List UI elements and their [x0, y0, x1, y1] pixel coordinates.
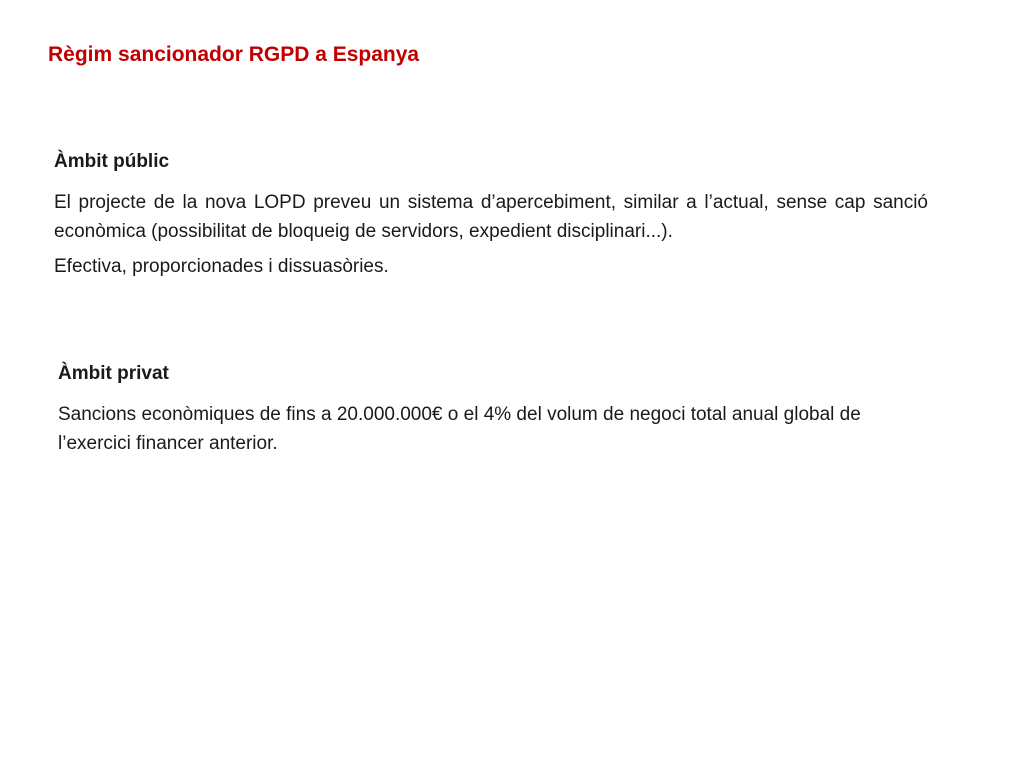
public-sector-section — [54, 148, 928, 287]
public-sector-paragraph-1: El projecte de la nova LOPD preveu un sistema d’apercebiment, similar a l’actual, sense cap sanció econòmica (possibilitat de bloqueig de servidors, expedient disciplinari...). — [54, 192, 928, 242]
private-sector-paragraph-1: Sancions econòmiques de fins a 20.000.000€ o el 4% del volum de negoci total anual global de l’exercici financer anterior. — [58, 404, 861, 454]
public-sector-paragraph-2: Efectiva, proporcionades i dissuasòries. — [54, 256, 389, 277]
private-sector-section — [58, 360, 936, 464]
private-sector-heading: Àmbit privat — [58, 363, 169, 384]
public-sector-heading: Àmbit públic — [54, 151, 170, 172]
slide-title: Règim sancionador RGPD a Espanya — [48, 43, 420, 66]
